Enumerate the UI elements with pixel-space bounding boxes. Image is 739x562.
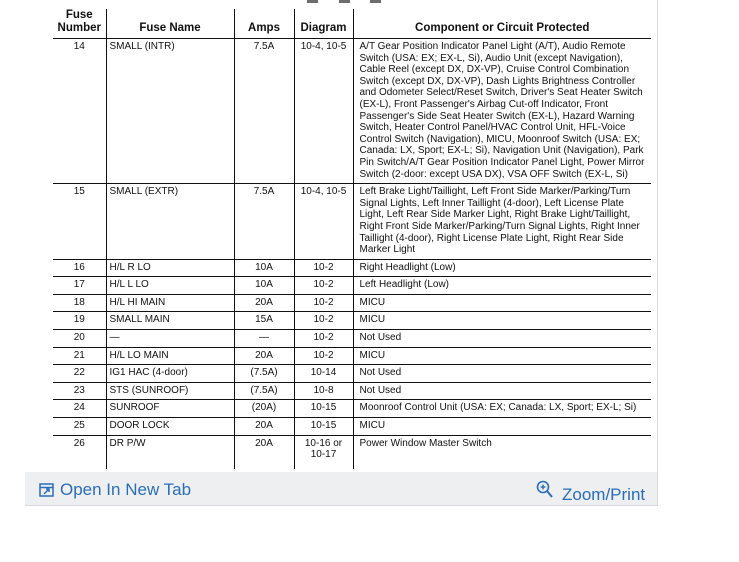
table-row xyxy=(53,400,651,418)
diagram-cell: 10-2 xyxy=(294,294,353,312)
table-row xyxy=(53,259,651,277)
component-cell: MICU xyxy=(353,294,651,312)
image-viewer-frame xyxy=(25,0,658,506)
component-cell: MICU xyxy=(353,347,651,365)
fuse-number-cell: 26 xyxy=(73,437,85,449)
diagram-cell: 10-2 xyxy=(294,312,353,330)
table-row xyxy=(53,39,651,184)
fuse-name-cell: H/L R LO xyxy=(106,259,234,277)
fuse-name-cell: H/L HI MAIN xyxy=(106,294,234,312)
table-row xyxy=(53,294,651,312)
fuse-number-cell: 19 xyxy=(53,312,106,330)
component-cell: MICU xyxy=(353,418,651,436)
table-row xyxy=(53,382,651,400)
diagram-cell: 10-2 xyxy=(294,347,353,365)
open-new-tab-label: Open In New Tab xyxy=(60,480,192,499)
top-marker xyxy=(307,0,318,3)
fuse-table-image xyxy=(25,0,657,472)
amps-cell: (7.5A) xyxy=(234,365,294,383)
header-diagram: Diagram xyxy=(294,9,353,39)
header-amps: Amps xyxy=(234,9,294,39)
open-new-tab-icon xyxy=(39,483,54,498)
diagram-cell: 10-4, 10-5 xyxy=(294,39,353,184)
header-fuse-number: Fuse Number xyxy=(53,9,106,39)
fuse-name-cell: DR P/W xyxy=(106,435,234,469)
fuse-number-cell: 15 xyxy=(53,184,106,260)
fuse-name-cell: H/L L LO xyxy=(106,277,234,295)
header-component: Component or Circuit Protected xyxy=(353,9,651,39)
diagram-cell: 10-8 xyxy=(294,382,353,400)
header-fuse-name: Fuse Name xyxy=(106,9,234,39)
component-cell: Power Window Master Switch xyxy=(353,435,651,469)
amps-cell: (7.5A) xyxy=(234,382,294,400)
component-cell: Not Used xyxy=(353,330,651,348)
amps-cell: 20A xyxy=(234,418,294,436)
fuse-name-cell: SUNROOF xyxy=(106,400,234,418)
viewer-toolbar xyxy=(25,472,657,505)
amps-cell: 7.5A xyxy=(234,39,294,184)
fuse-number-cell: 25 xyxy=(53,418,106,436)
zoom-print-link[interactable] xyxy=(536,475,645,505)
diagram-cell: 10-4, 10-5 xyxy=(294,184,353,260)
zoom-print-label: Zoom/Print xyxy=(562,485,646,504)
fuse-number-cell: 22 xyxy=(53,365,106,383)
component-cell: MICU xyxy=(353,312,651,330)
diagram-cell: 10-14 xyxy=(294,365,353,383)
table-row xyxy=(53,435,651,469)
fuse-number-cell: 24 xyxy=(53,400,106,418)
diagram-cell: 10-2 xyxy=(294,330,353,348)
table-row xyxy=(53,347,651,365)
fuse-number-cell: 16 xyxy=(53,259,106,277)
fuse-name-cell: H/L LO MAIN xyxy=(106,347,234,365)
component-cell: Left Brake Light/Taillight, Left Front Side Marker/Parking/Turn Signal Lights, Left Inner Taillight (4-door), Left License Plate Light, Left Rear Side Marker Light, Right Brake Light/Taillight, Right Front Side Marker/Parking/Turn Signal Lights, Right Inner Taillight (4-door), Right License Plate Light, Right Rear Side Marker Light xyxy=(353,184,651,260)
amps-cell: 10A xyxy=(234,277,294,295)
fuse-number-cell: 17 xyxy=(53,277,106,295)
table-row xyxy=(53,277,651,295)
amps-cell: 10A xyxy=(234,259,294,277)
amps-cell: 20A xyxy=(234,435,294,469)
zoom-icon xyxy=(536,480,554,500)
diagram-cell: 10-2 xyxy=(294,259,353,277)
component-cell: A/T Gear Position Indicator Panel Light (A/T), Audio Remote Switch (USA: EX; EX-L, Si), Audio Unit (except Navigation), Cable Reel (except DX, DX-VP), Cruise Control Combination Switch (except DX, DX-VP), Dash Lights Brightness Controller and Odometer Select/Reset Switch, Driver's Seat Heater Switch (EX-L), Front Passenger's Airbag Cut-off Indicator, Front Passenger's Side Seat Heater Switch (EX-L), Hazard Warning Switch, Heater Control Panel/HVAC Control Unit, HFL-Voice Control Switch (Navigation), MICU, Moonroof Switch (USA: EX; Canada: LX, Sport; EX-L; Si), Navigation Unit (Navigation), Park Pin Switch/A/T Gear Position Indicator Panel Light, Power Mirror Switch (2-door: except USA DX), VSA OFF Switch (EX-L, Si) xyxy=(353,39,651,184)
diagram-cell: 10-2 xyxy=(294,277,353,295)
table-row xyxy=(53,365,651,383)
component-cell: Left Headlight (Low) xyxy=(353,277,651,295)
amps-cell: 7.5A xyxy=(234,184,294,260)
amps-cell: 20A xyxy=(234,347,294,365)
amps-cell: — xyxy=(234,330,294,348)
amps-cell: (20A) xyxy=(234,400,294,418)
table-row xyxy=(53,330,651,348)
table-row xyxy=(53,184,651,260)
fuse-name-cell: IG1 HAC (4-door) xyxy=(106,365,234,383)
component-cell: Moonroof Control Unit (USA: EX; Canada: LX, Sport; EX-L; Si) xyxy=(353,400,651,418)
open-new-tab-link[interactable] xyxy=(39,480,191,500)
fuse-name-cell: STS (SUNROOF) xyxy=(106,382,234,400)
fuse-table-body xyxy=(53,39,651,469)
component-cell: Right Headlight (Low) xyxy=(353,259,651,277)
fuse-number-cell: 14 xyxy=(53,39,106,184)
component-cell: Not Used xyxy=(353,382,651,400)
table-row xyxy=(53,418,651,436)
fuse-table xyxy=(53,9,651,469)
fuse-number-cell: 20 xyxy=(53,330,106,348)
diagram-cell: 10-15 xyxy=(294,400,353,418)
table-row xyxy=(53,312,651,330)
table-header-row xyxy=(53,9,651,39)
fuse-name-cell: DOOR LOCK xyxy=(106,418,234,436)
amps-cell: 20A xyxy=(234,294,294,312)
fuse-name-cell: SMALL (EXTR) xyxy=(106,184,234,260)
fuse-name-cell: SMALL (INTR) xyxy=(106,39,234,184)
top-marker xyxy=(339,0,350,3)
fuse-number-cell: 23 xyxy=(53,382,106,400)
diagram-cell: 10-15 xyxy=(294,418,353,436)
diagram-cell: 10-16 or 10-17 xyxy=(294,435,353,469)
fuse-name-cell: SMALL MAIN xyxy=(106,312,234,330)
top-marker xyxy=(370,0,381,3)
fuse-number-cell: 18 xyxy=(53,294,106,312)
fuse-name-cell: — xyxy=(106,330,234,348)
component-cell: Not Used xyxy=(353,365,651,383)
fuse-number-cell: 21 xyxy=(53,347,106,365)
amps-cell: 15A xyxy=(234,312,294,330)
